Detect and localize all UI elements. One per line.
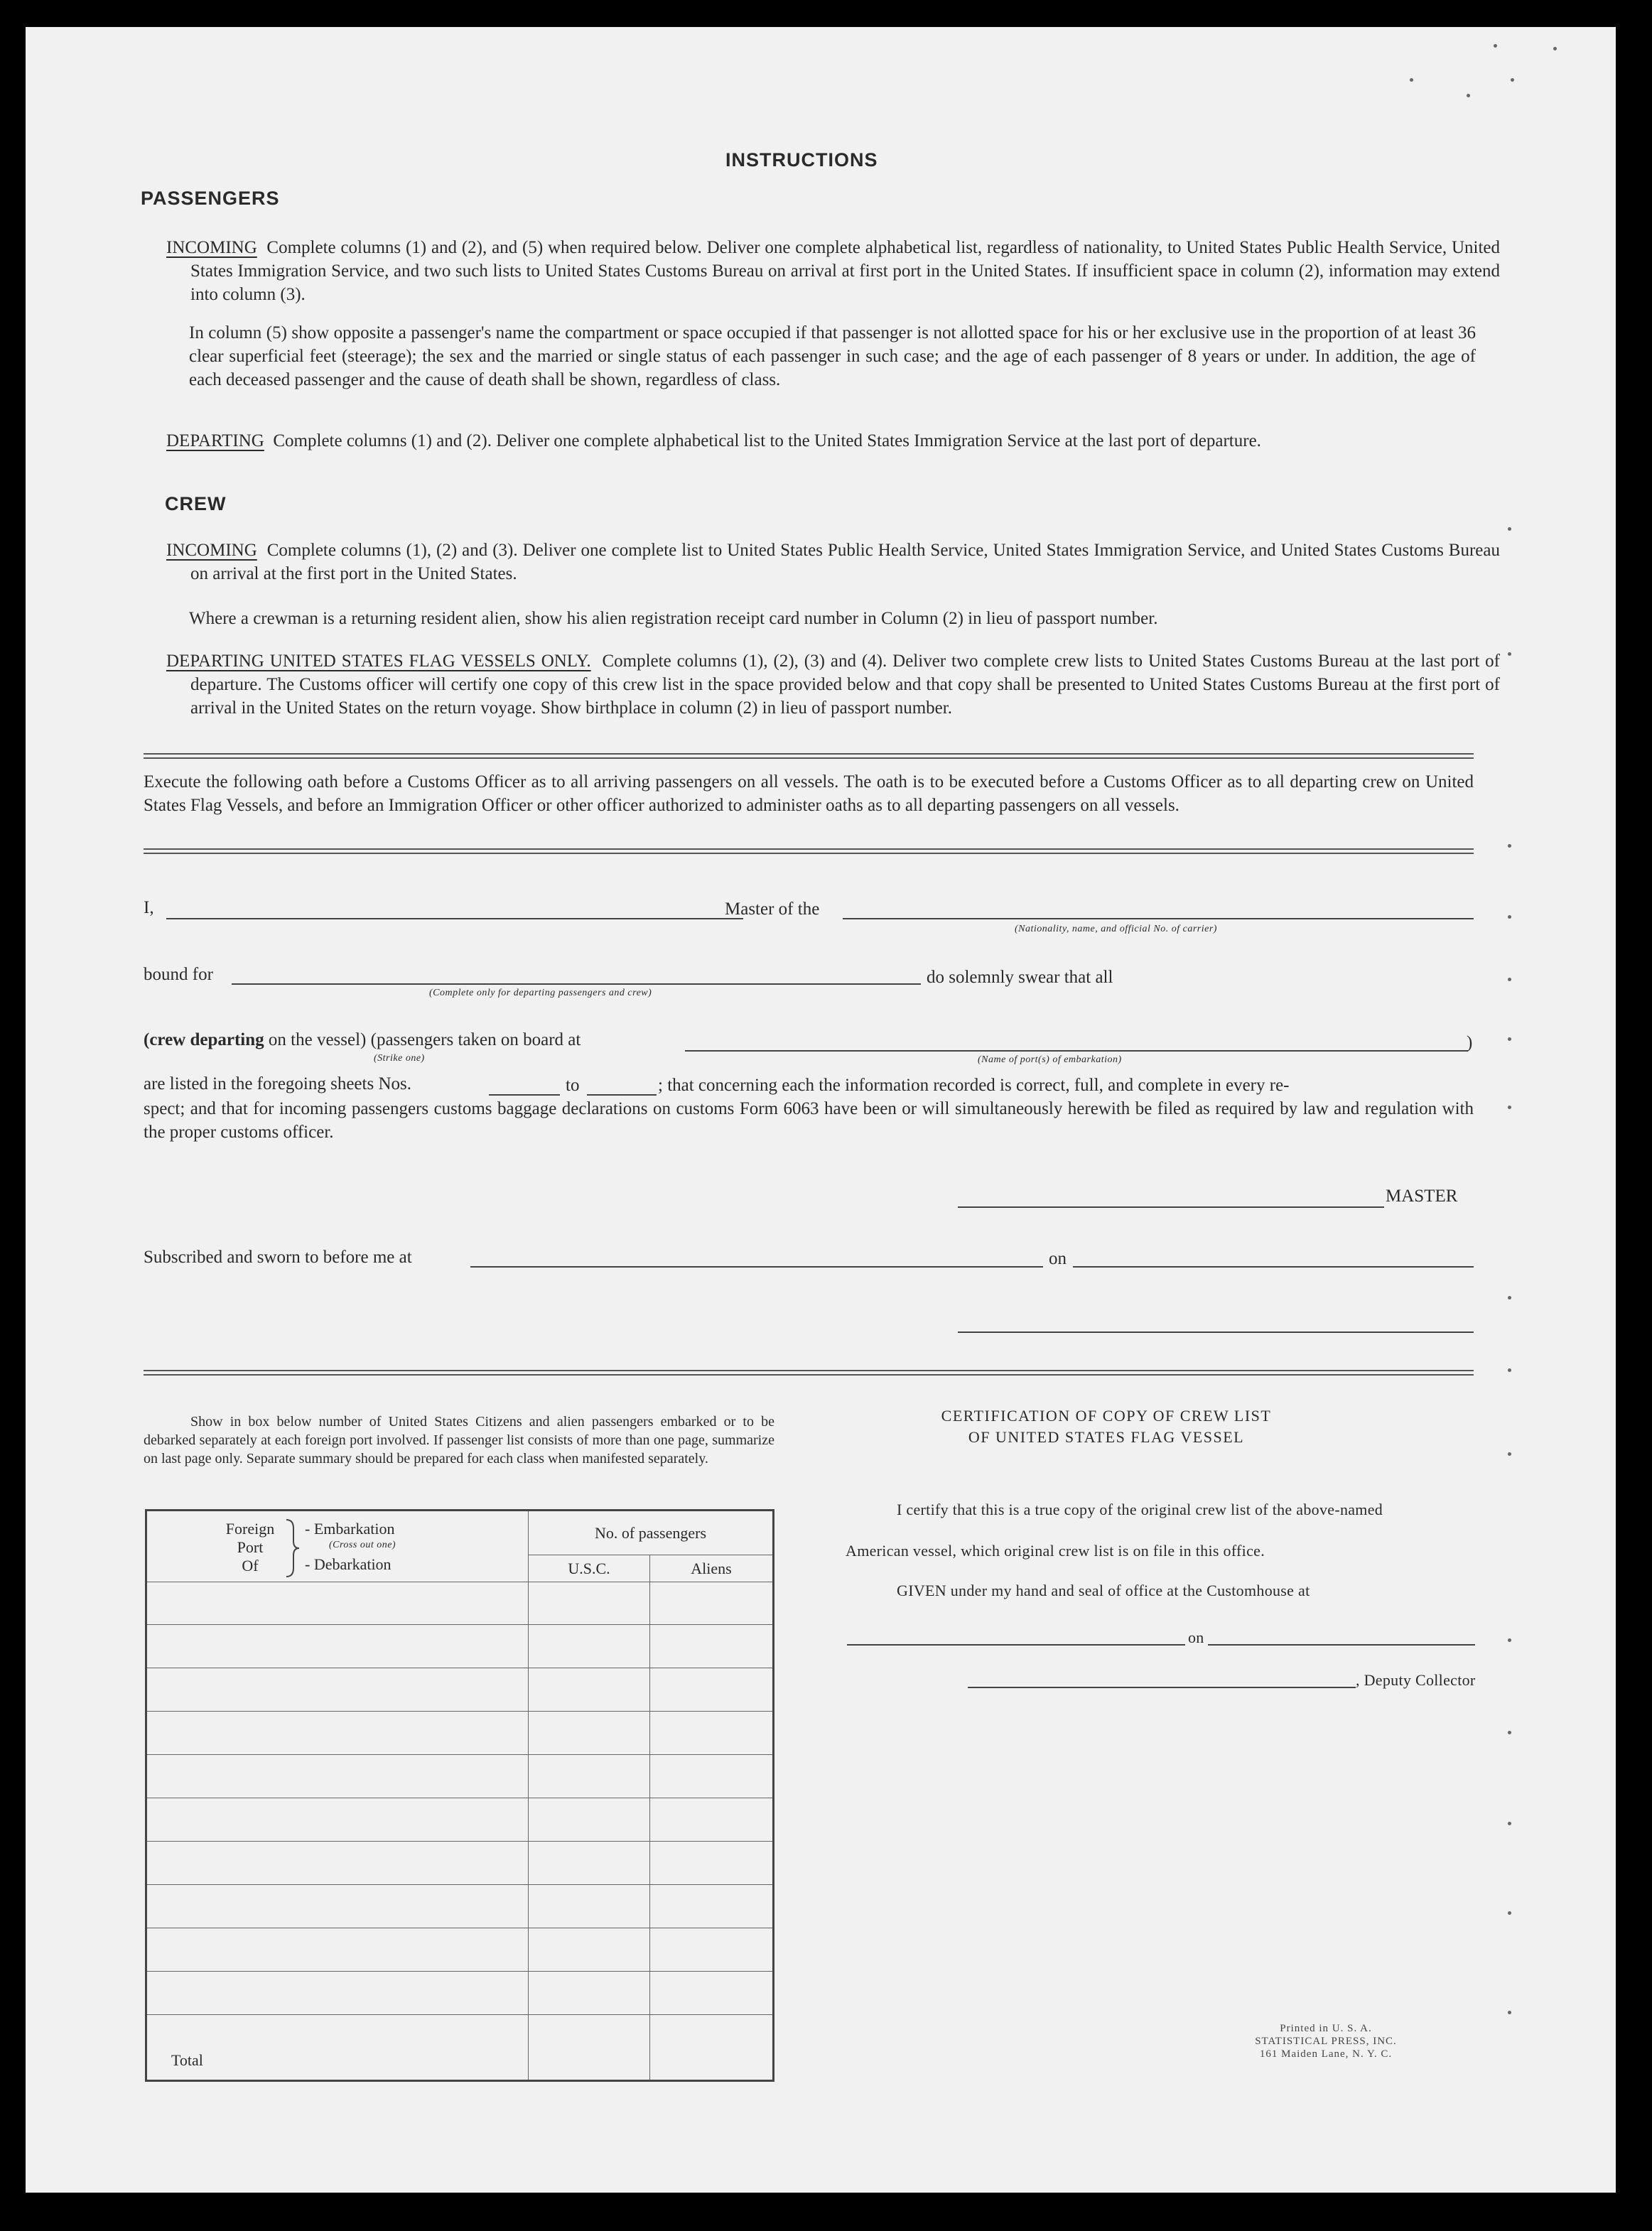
printer-line-3: 161 Maiden Lane, N. Y. C. <box>1259 2048 1393 2060</box>
printer-imprint <box>1248 2022 1404 2060</box>
usc-cell[interactable] <box>529 1928 650 1972</box>
printer-line-1: Printed in U. S. A. <box>1280 2023 1372 2034</box>
bound-for-label: bound for <box>144 965 213 984</box>
aliens-cell[interactable] <box>650 1625 774 1668</box>
sheets-to-field[interactable] <box>587 1094 657 1096</box>
table-row <box>146 1885 774 1928</box>
departing-label: DEPARTING <box>166 431 264 450</box>
scan-speck <box>1508 1106 1511 1109</box>
usc-cell[interactable] <box>529 1885 650 1928</box>
cert-on-label: on <box>1188 1628 1204 1646</box>
scan-speck <box>1508 2011 1511 2014</box>
crewman-paragraph: Where a crewman is a returning resident alien, show his alien registration receipt card number in Column (2) in lieu of passport number. <box>189 609 1158 628</box>
scan-speck <box>1508 1296 1511 1300</box>
certification-title-2: OF UNITED STATES FLAG VESSEL <box>968 1428 1245 1446</box>
scan-speck <box>1511 78 1514 82</box>
table-row <box>146 1625 774 1668</box>
usc-cell[interactable] <box>529 1842 650 1885</box>
embarkation-label: - Embarkation <box>305 1520 395 1538</box>
aliens-cell[interactable] <box>650 1755 774 1798</box>
divider <box>144 753 1474 759</box>
port-cell[interactable] <box>146 1842 529 1885</box>
crew-incoming-label: INCOMING <box>166 541 257 560</box>
listed-prefix: are listed in the foregoing sheets Nos. <box>144 1074 411 1093</box>
master-signature-field[interactable] <box>958 1206 1384 1208</box>
foreign-port-of <box>218 1520 282 1575</box>
usc-cell[interactable] <box>529 1798 650 1842</box>
sheets-from-field[interactable] <box>489 1094 560 1096</box>
certification-title-1: CERTIFICATION OF COPY OF CREW LIST <box>941 1407 1272 1425</box>
scan-speck <box>1553 47 1557 50</box>
on-the-vessel-text: on the vessel) <box>268 1030 367 1049</box>
cert-date-field[interactable] <box>1208 1644 1475 1646</box>
port-cell[interactable] <box>146 1668 529 1712</box>
scan-speck <box>1508 915 1511 919</box>
cross-out-caption: (Cross out one) <box>329 1540 396 1550</box>
aliens-cell[interactable] <box>650 1798 774 1842</box>
table-row <box>146 1842 774 1885</box>
form-page <box>26 27 1616 2193</box>
divider <box>144 848 1474 854</box>
bound-caption: (Complete only for departing passengers and crew) <box>429 988 652 998</box>
scan-speck <box>1508 1822 1511 1825</box>
port-header-cell <box>146 1511 529 1582</box>
passengers-heading: PASSENGERS <box>141 188 280 209</box>
carrier-caption: (Nationality, name, and official No. of carrier) <box>1015 924 1217 934</box>
port-cell[interactable] <box>146 1755 529 1798</box>
ports-caption: (Name of port(s) of embarkation) <box>978 1054 1122 1065</box>
column5-paragraph: In column (5) show opposite a passenger's name the compartment or space occupied if that passenger is not allotted space for his or her exclusive use in the proportion of at least 36 clear superficial feet (steerage); the sex and the married or single status of each passenger in such case; and the age of each passenger of 8 years or under. In addition, the age of each deceased passenger and the cause of death shall be shown, regardless of class. <box>189 323 1476 389</box>
incoming-text: Complete columns (1) and (2), and (5) when required below. Deliver one complete alphabetical list, regardless of nationality, to United States Public Health Service, United States Immigration Service, and two such lists to United States Customs Bureau on arrival at first port in the United States. If insufficient space in column (2), information may extend into column (3). <box>190 238 1500 304</box>
master-of-the-label: Master of the <box>725 900 820 919</box>
crew-departing-label: DEPARTING UNITED STATES FLAG VESSELS ONLY. <box>166 652 591 671</box>
of-label: Of <box>242 1557 259 1574</box>
no-passengers-header: No. of passengers <box>529 1511 774 1555</box>
aliens-cell[interactable] <box>650 1928 774 1972</box>
customhouse-field[interactable] <box>847 1644 1185 1646</box>
master-name-field[interactable] <box>166 918 743 919</box>
scan-speck <box>1508 652 1511 656</box>
port-cell[interactable] <box>146 1712 529 1755</box>
scan-speck <box>1508 527 1511 531</box>
listed-continuation: spect; and that for incoming passengers customs baggage declarations on customs Form 6063 have been or will simultaneously herewith be filed as required by law and regulation with the proper customs officer. <box>144 1099 1474 1142</box>
port-cell[interactable] <box>146 1582 529 1625</box>
table-row <box>146 1668 774 1712</box>
departing-text: Complete columns (1) and (2). Deliver one complete alphabetical list to the United States Immigration Service at the last port of departure. <box>273 431 1261 450</box>
listed-suffix: ; that concerning each the information recorded is correct, full, and complete in every re- <box>658 1076 1290 1095</box>
sworn-at-field[interactable] <box>470 1266 1043 1268</box>
aliens-cell[interactable] <box>650 1842 774 1885</box>
passengers-taken-text: (passengers taken on board at <box>370 1030 581 1049</box>
passenger-summary-table <box>145 1509 774 2082</box>
usc-cell[interactable] <box>529 1712 650 1755</box>
close-paren: ) <box>1467 1033 1473 1052</box>
passengers-incoming-paragraph <box>166 236 1500 306</box>
scan-speck <box>1508 1452 1511 1456</box>
port-label: Port <box>237 1538 264 1556</box>
scan-speck <box>1508 1911 1511 1915</box>
aliens-total-cell[interactable] <box>650 2015 774 2081</box>
usc-cell[interactable] <box>529 1972 650 2015</box>
scan-speck <box>1508 1731 1511 1734</box>
american-vessel-text: American vessel, which original crew list is on file in this office. <box>846 1542 1265 1560</box>
table-row <box>146 1712 774 1755</box>
incoming-label: INCOMING <box>166 238 257 257</box>
subscribed-label: Subscribed and sworn to before me at <box>144 1248 412 1267</box>
oath-instructions: Execute the following oath before a Customs Officer as to all arriving passengers on all vessels. The oath is to be executed before a Customs Officer as to all departing crew on United States Flag Vessels, and before an Immigration Officer or other officer authorized to administer oaths as to all departing passengers on all vessels. <box>144 772 1474 815</box>
sworn-on-label: on <box>1049 1249 1067 1268</box>
scan-speck <box>1410 78 1413 82</box>
given-text: GIVEN under my hand and seal of office at the Customhouse at <box>897 1582 1310 1599</box>
master-label: MASTER <box>1386 1187 1458 1206</box>
foreign-label: Foreign <box>225 1520 275 1538</box>
crew-departing-option: (crew departing <box>144 1030 264 1049</box>
carrier-field[interactable] <box>843 918 1474 919</box>
scan-speck <box>1508 1638 1511 1642</box>
usc-cell[interactable] <box>529 1755 650 1798</box>
divider <box>144 1370 1474 1376</box>
summary-note: Show in box below number of United States Citizens and alien passengers embarked or to be debarked separately at each foreign port involved. If passenger list consists of more than one page, summarize on last page only. Separate summary should be prepared for each class when manifested separately. <box>144 1414 774 1466</box>
debarkation-label: - Debarkation <box>305 1555 392 1573</box>
table-row <box>146 1582 774 1625</box>
deputy-signature-field[interactable] <box>968 1687 1356 1688</box>
strike-caption: (Strike one) <box>374 1053 425 1064</box>
usc-total-cell[interactable] <box>529 2015 650 2081</box>
aliens-cell[interactable] <box>650 1972 774 2015</box>
scan-speck <box>1508 844 1511 848</box>
port-cell[interactable] <box>146 1798 529 1842</box>
oath-i-label: I, <box>144 898 154 917</box>
do-solemnly-text: do solemnly swear that all <box>927 968 1113 987</box>
usc-header: U.S.C. <box>529 1555 650 1582</box>
certify-text: I certify that this is a true copy of the original crew list of the above-named <box>897 1501 1383 1518</box>
embarkation-ports-field[interactable] <box>685 1050 1468 1052</box>
aliens-cell[interactable] <box>650 1668 774 1712</box>
crew-incoming-text: Complete columns (1), (2) and (3). Deliver one complete list to United States Public Health Service, United States Immigration Service, and United States Customs Bureau on arrival at the first port in the United States. <box>190 541 1500 583</box>
printer-line-2: STATISTICAL PRESS, INC. <box>1255 2036 1397 2047</box>
crew-heading: CREW <box>165 493 227 514</box>
port-cell[interactable] <box>146 1928 529 1972</box>
passengers-departing-paragraph <box>166 429 1500 453</box>
scan-speck <box>1508 1037 1511 1041</box>
port-cell[interactable] <box>146 1885 529 1928</box>
crew-departing-text: Complete columns (1), (2), (3) and (4). Deliver two complete crew lists to United States Customs Bureau at the last port of departure. The Customs officer will certify one copy of this crew list in the space provided below and that copy shall be presented to United States Customs Bureau at the first port of arrival in the United States on the return voyage. Show birthplace in column (2) in lieu of passport number. <box>190 652 1501 718</box>
crew-incoming-paragraph <box>166 539 1500 585</box>
table-row <box>146 1755 774 1798</box>
aliens-cell[interactable] <box>650 1885 774 1928</box>
scan-speck <box>1467 94 1470 97</box>
listed-to: to <box>566 1076 580 1095</box>
total-label: Total <box>146 2015 529 2081</box>
table-row <box>146 1972 774 2015</box>
total-row <box>146 2015 774 2081</box>
aliens-cell[interactable] <box>650 1582 774 1625</box>
usc-cell[interactable] <box>529 1582 650 1625</box>
bound-for-field[interactable] <box>232 983 921 985</box>
brace-icon <box>284 1518 301 1578</box>
scan-speck <box>1508 1368 1511 1372</box>
aliens-cell[interactable] <box>650 1712 774 1755</box>
table-row <box>146 1928 774 1972</box>
officer-signature-field[interactable] <box>958 1331 1474 1333</box>
port-cell[interactable] <box>146 1625 529 1668</box>
usc-cell[interactable] <box>529 1625 650 1668</box>
crew-departing-paragraph <box>166 649 1500 720</box>
table-row <box>146 1798 774 1842</box>
scan-speck <box>1494 44 1497 48</box>
scan-speck <box>1508 978 1511 981</box>
deputy-collector-label: , Deputy Collector <box>1356 1671 1476 1689</box>
sworn-date-field[interactable] <box>1073 1266 1474 1268</box>
port-cell[interactable] <box>146 1972 529 2015</box>
strike-line <box>144 1030 581 1050</box>
instructions-title: INSTRUCTIONS <box>725 149 878 171</box>
usc-cell[interactable] <box>529 1668 650 1712</box>
aliens-header: Aliens <box>650 1555 774 1582</box>
